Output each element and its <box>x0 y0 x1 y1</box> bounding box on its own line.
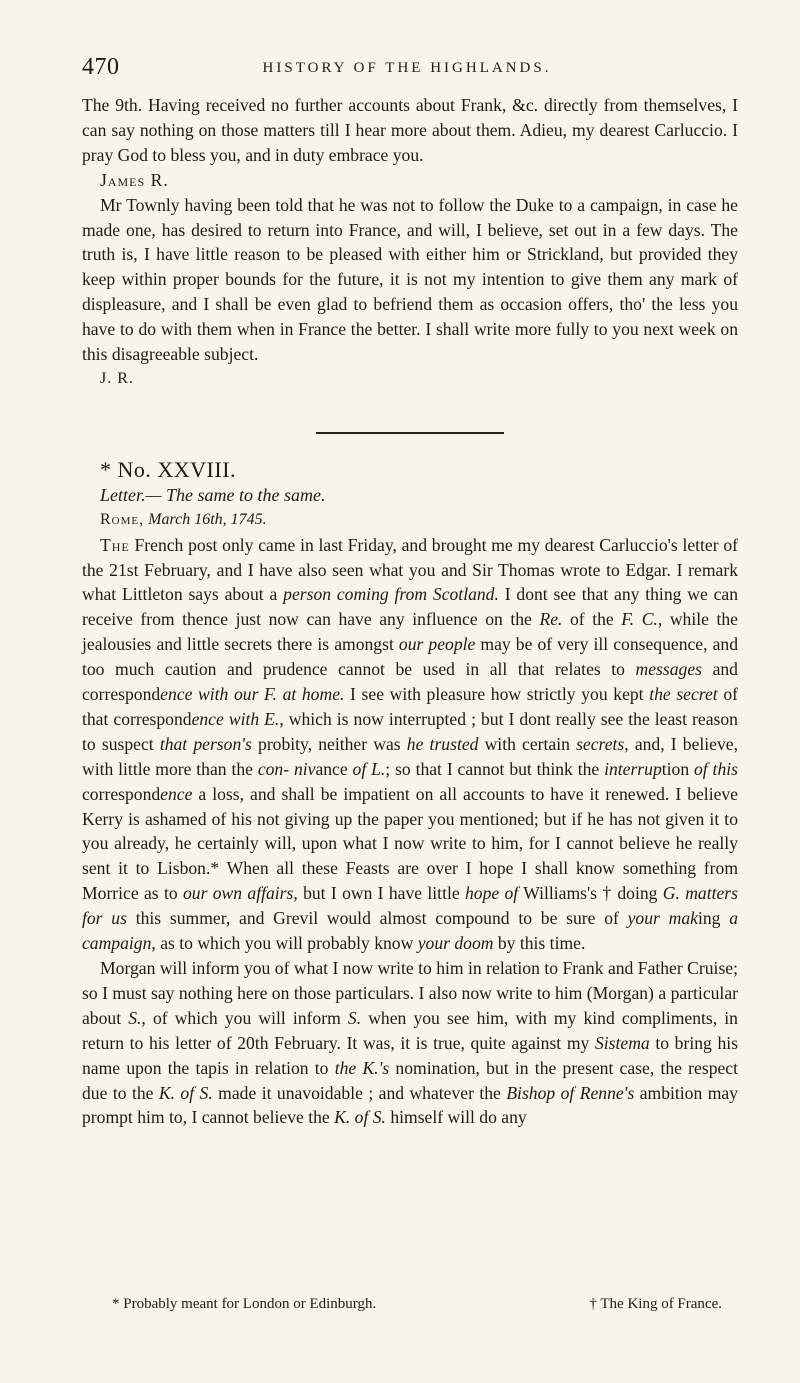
text-run: ; so that I cannot but think the <box>385 758 605 779</box>
italic-run: secrets <box>576 733 625 754</box>
text-run: tion <box>661 758 694 779</box>
italic-run: con- <box>257 758 290 779</box>
text-run: , but I own I have little <box>293 883 465 904</box>
lead-word: The <box>100 534 130 555</box>
italic-run: your mak <box>627 908 698 929</box>
page-header <box>82 54 732 88</box>
text-run: , of which you will inform <box>141 1007 348 1028</box>
letter-label: Letter. <box>100 484 146 505</box>
italic-run: interrup <box>604 758 662 779</box>
italic-run: S. <box>128 1007 142 1028</box>
italic-run: a campaign <box>82 908 738 954</box>
text-run: this summer, and Grevil would almost compound to be sure of <box>126 908 628 929</box>
signature-initials: J. R. <box>100 369 134 387</box>
italic-run: ence with E. <box>191 708 280 729</box>
letter-paragraph-1 <box>82 533 738 956</box>
italic-run: Re. <box>539 609 563 630</box>
text-run: ance <box>315 758 353 779</box>
text-run: by this time. <box>493 933 586 954</box>
italic-run: of L. <box>352 758 386 779</box>
text-run: of that correspond <box>82 684 738 729</box>
italic-run: G. matters for us <box>82 883 738 929</box>
italic-run: K. of S. <box>334 1107 386 1128</box>
dateline-date: March 16th, 1745. <box>148 510 267 528</box>
footnotes <box>112 1296 722 1313</box>
dateline <box>82 508 738 533</box>
text-run: ing <box>697 908 730 929</box>
text-run: , which is now interrupted ; but I dont really see the least reason to suspect <box>82 708 738 754</box>
text-run: may be of very ill consequence, and too much caution and prudence cannot be used in all that relates to <box>82 634 738 680</box>
text-run: I dont see that any thing we can receive from thence just now can have any influence on the <box>82 584 738 630</box>
postscript-paragraph: Mr Townly having been told that he was not to follow the Duke to a campaign, in case he made one, has desired to return into France, and will, I believe, set out in a few days. The truth is, I have little reason to be pleased with either him or Strickland, but provided they keep within proper bounds for the future, it is not my intention to give them any mark of displeasure, and I shall be even glad to befriend them as occasion offers, tho' the less you have to do with them when in France the better. I shall write more fully to you next week on this disagreeable subject. <box>82 194 738 365</box>
text-run: I see with pleasure how strictly you kept <box>344 684 650 705</box>
text-run: ambition may prompt him to, I cannot believe the <box>82 1082 738 1128</box>
text-run: correspond <box>82 783 161 804</box>
text-run: , as to which you will probably know <box>151 933 418 954</box>
italic-run: ence <box>160 783 193 804</box>
text-run: and correspond <box>82 659 738 705</box>
letter-number-heading: * No. XXVIII. <box>100 456 237 482</box>
text-run: probity, neither was <box>251 733 407 754</box>
text-run: of the <box>562 609 622 630</box>
text-run: nomination, but in the present case, the respect due to the <box>82 1057 738 1103</box>
signature: James R. <box>100 169 169 190</box>
italic-run: our own affairs <box>182 883 294 904</box>
italic-run: the K.'s <box>334 1057 390 1078</box>
page-number: 470 <box>82 54 120 80</box>
text-run: French post only came in last Friday, and brought me my dearest Carluccio's letter of the 21st February, and I have also seen what you and Sir Thomas wrote to Edgar. I remark what Littleton says about a <box>82 534 738 605</box>
italic-run: messages <box>635 659 703 680</box>
italic-run: Bishop of Renne's <box>506 1082 635 1103</box>
text-run: , while the jealousies and little secrets there is amongst <box>82 609 738 655</box>
italic-run: F. C. <box>621 609 658 630</box>
italic-run: your doom <box>417 933 494 954</box>
italic-run: he trusted <box>406 733 479 754</box>
text-run: himself will do any <box>385 1107 527 1128</box>
letter-closing-paragraph: The 9th. Having received no further accounts about Frank, &c. directly from themselves, I can say nothing on those matters till I hear more about them. Adieu, my dearest Carluccio. I pray God to bless you, and in duty embrace you. <box>82 95 738 165</box>
letter-subheading <box>82 483 738 508</box>
italic-run: ence with our F. at home. <box>160 684 345 705</box>
page-body <box>82 93 738 1130</box>
italic-run: S. <box>347 1007 362 1028</box>
text-run: , and, I believe, with little more than the <box>82 733 738 779</box>
text-run: made it unavoidable ; and whatever the <box>212 1082 507 1103</box>
italic-run: Sistema <box>594 1032 650 1053</box>
dateline-city: Rome, <box>100 510 145 528</box>
footnote-asterisk: * Probably meant for London or Edinburgh. <box>112 1296 377 1312</box>
text-run: a loss, and shall be impatient on all accounts to have it renewed. I believe Kerry is ashamed of his not giving up the paper you mentioned; but if he has not given it to you already, he certainly will, upon what I now write to him, for I cannot believe he really sent it to Lisbon.* When all these Feasts are over I hope I shall know something from Morrice as to <box>82 783 738 904</box>
running-head: HISTORY OF THE HIGHLANDS. <box>262 60 552 76</box>
italic-run: K. of S. <box>158 1082 213 1103</box>
italic-run: our people <box>398 634 476 655</box>
letter-paragraph-2 <box>82 956 738 1130</box>
text-run: when you see him, with my kind compliments, in return to his letter of 20th February. It was, it is true, quite against my <box>82 1007 738 1053</box>
text-run: Williams's † doing <box>518 883 663 904</box>
text-run: Morgan will inform you of what I now write to him in relation to Frank and Father Cruise; so I must say nothing here on those particulars. I also now write to him (Morgan) a particular about <box>82 958 738 1028</box>
italic-run: of this <box>694 758 738 779</box>
italic-run: that person's <box>159 733 252 754</box>
italic-run: hope of <box>464 883 519 904</box>
footnote-dagger: † The King of France. <box>589 1296 722 1312</box>
italic-run: the secret <box>649 684 718 705</box>
section-divider <box>316 432 504 434</box>
italic-run: niv <box>293 758 316 779</box>
text-run: to bring his name upon the tapis in relation to <box>82 1032 738 1078</box>
italic-run: person coming from Scotland. <box>283 584 499 605</box>
text-run: with certain <box>478 733 577 754</box>
letter-description: — The same to the same. <box>145 484 326 505</box>
